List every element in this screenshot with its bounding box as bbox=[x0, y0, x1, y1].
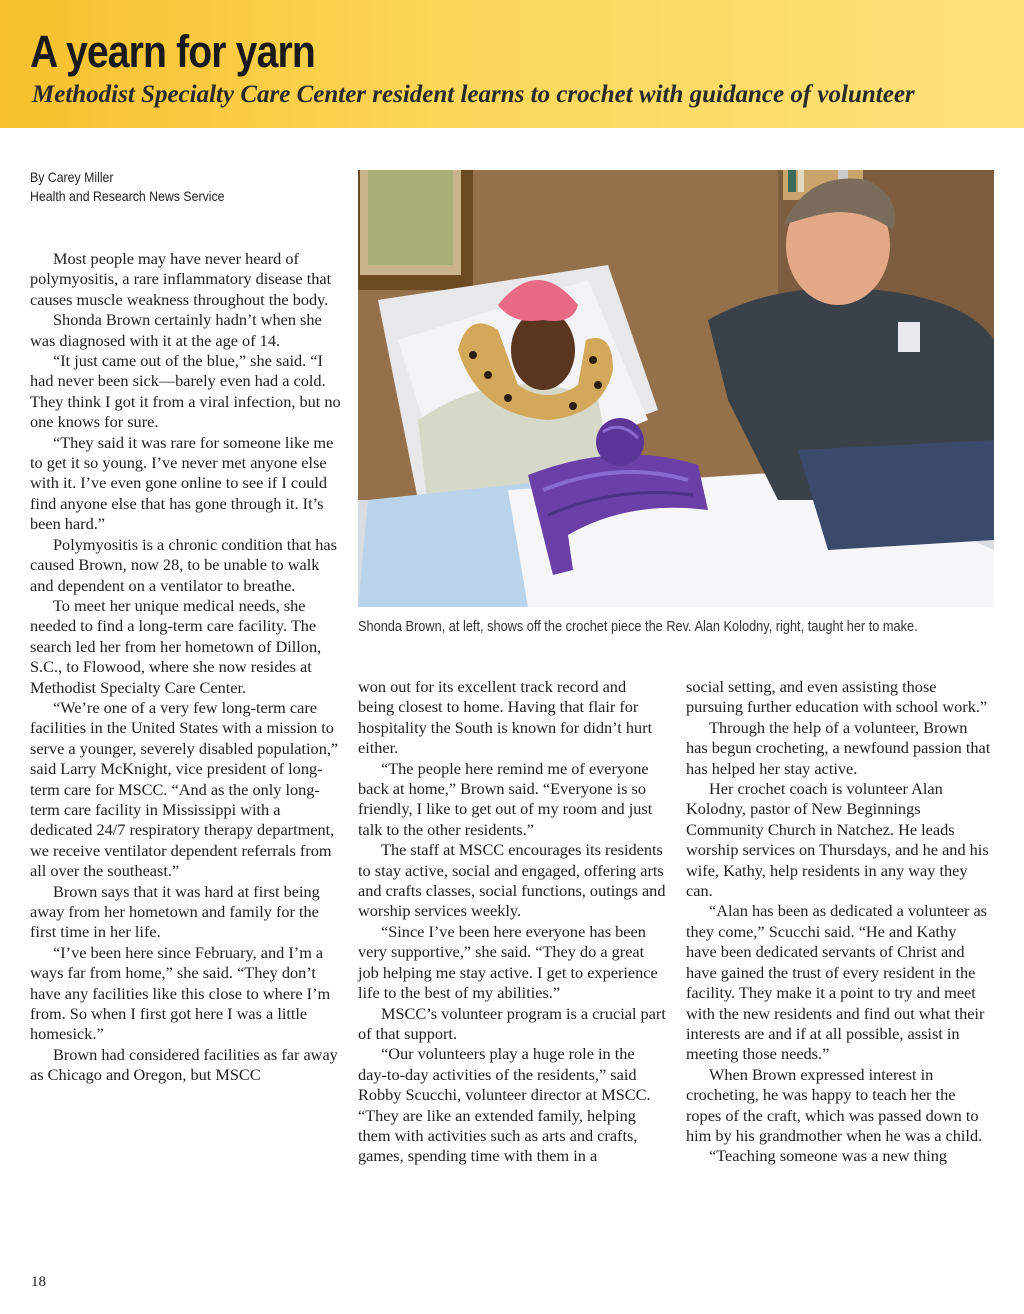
paragraph: “I’ve been here since February, and I’m a ways far from home,” she said. “They don’t have any facilities like this close to where I’m from. So when I first got here I was a little homesick.” bbox=[30, 942, 331, 1044]
paragraph: Through the help of a volunteer, Brown has begun crocheting, a newfound passion that has helped her stay active. bbox=[686, 717, 991, 778]
photo-illustration bbox=[358, 170, 994, 607]
paragraph: social setting, and even assisting those pursuing further education with school work.” bbox=[686, 677, 988, 717]
paragraph: “Alan has been as dedicated a volunteer as they come,” Scucchi said. “He and Kathy have been dedicated servants of Christ and have gained the trust of every resident in the facility. They make it a point to try and meet with the new residents and find out what their interests are and if at all possible, assist in meeting those needs.” bbox=[686, 901, 988, 1064]
paragraph: Most people may have never heard of polymyositis, a rare inflammatory disease that causes muscle weakness throughout the body. bbox=[30, 249, 332, 309]
paragraph: To meet her unique medical needs, she needed to find a long-term care facility. The search led her from her hometown of Dillon, S.C., to Flowood, where she now resides at Methodist Specialty Care Center. bbox=[30, 595, 322, 697]
paragraph: “Our volunteers play a huge role in the day-to-day activities of the residents,” said Robby Scucchi, volunteer director at MSCC. “They are like an extended family, helping them with activities such as arts and crafts, games, spending time with them in a bbox=[358, 1044, 651, 1166]
headline: A yearn for yarn bbox=[30, 26, 315, 77]
paragraph: Brown had considered facilities as far away as Chicago and Oregon, but MSCC bbox=[30, 1044, 338, 1085]
paragraph: “We’re one of a very few long-term care facilities in the United States with a mission to serve a younger, severely disabled population,” said Larry McKnight, vice president of long-term care for MSCC. “And as the only long-term care facility in Mississippi with a dedicated 24/7 respiratory therapy department, we receive ventilator dependent referrals from all over the southeast.” bbox=[30, 697, 339, 881]
paragraph: Shonda Brown certainly hadn’t when she was diagnosed with it at the age of 14. bbox=[30, 310, 322, 350]
title-banner bbox=[0, 0, 1024, 128]
byline-author: By Carey Miller bbox=[30, 169, 114, 185]
paragraph: Brown says that it was hard at first being away from her hometown and family for the first time in her life. bbox=[30, 881, 320, 942]
paragraph: “The people here remind me of everyone back at home,” Brown said. “Everyone is so friendly, I like to get out of my room and just talk to the other residents.” bbox=[358, 758, 653, 839]
article-column-2 bbox=[358, 677, 666, 1167]
article-column-1 bbox=[30, 249, 342, 1086]
paragraph: Polymyositis is a chronic condition that has caused Brown, now 28, to be unable to walk and dependent on a ventilator to breathe. bbox=[30, 534, 337, 595]
byline bbox=[30, 168, 224, 206]
photo-caption: Shonda Brown, at left, shows off the crochet piece the Rev. Alan Kolodny, right, taught her to make. bbox=[358, 619, 918, 635]
paragraph: “It just came out of the blue,” she said. “I had never been sick—barely even had a cold. They think I got it from a viral infection, but no one knows for sure. bbox=[30, 351, 341, 432]
paragraph: “Since I’ve been here everyone has been very supportive,” she said. “They do a great job helping me stay active. I get to experience life to the best of my abilities.” bbox=[358, 921, 658, 1003]
paragraph: MSCC’s volunteer program is a crucial part of that support. bbox=[358, 1003, 666, 1043]
article-column-3 bbox=[686, 677, 991, 1167]
paragraph: Her crochet coach is volunteer Alan Kolodny, pastor of New Beginnings Community Church in Natchez. He leads worship services on Thursdays, and he and his wife, Kathy, help residents in any way they can. bbox=[686, 779, 989, 901]
paragraph: When Brown expressed interest in crocheting, he was happy to teach her the ropes of the craft, which was passed down to him by his grandmother when he was a child. bbox=[686, 1064, 983, 1145]
paragraph: “Teaching someone was a new thing bbox=[709, 1146, 948, 1166]
article-photo bbox=[358, 170, 994, 607]
paragraph: The staff at MSCC encourages its residents to stay active, social and engaged, offering arts and crafts classes, social functions, outings and worship services weekly. bbox=[358, 840, 666, 921]
paragraph: “They said it was rare for someone like me to get it so young. I’ve never met anyone else with it. I’ve even gone online to see if I could find anyone else that has gone through it. It’s been hard.” bbox=[30, 432, 334, 534]
page-number: 18 bbox=[31, 1274, 46, 1290]
paragraph: won out for its excellent track record and being closest to home. Having that flair for hospitality the South is known for didn’t hurt either. bbox=[358, 677, 653, 758]
subheadline: Methodist Specialty Care Center resident learns to crochet with guidance of volunteer bbox=[32, 81, 915, 108]
byline-organization: Health and Research News Service bbox=[30, 188, 225, 204]
